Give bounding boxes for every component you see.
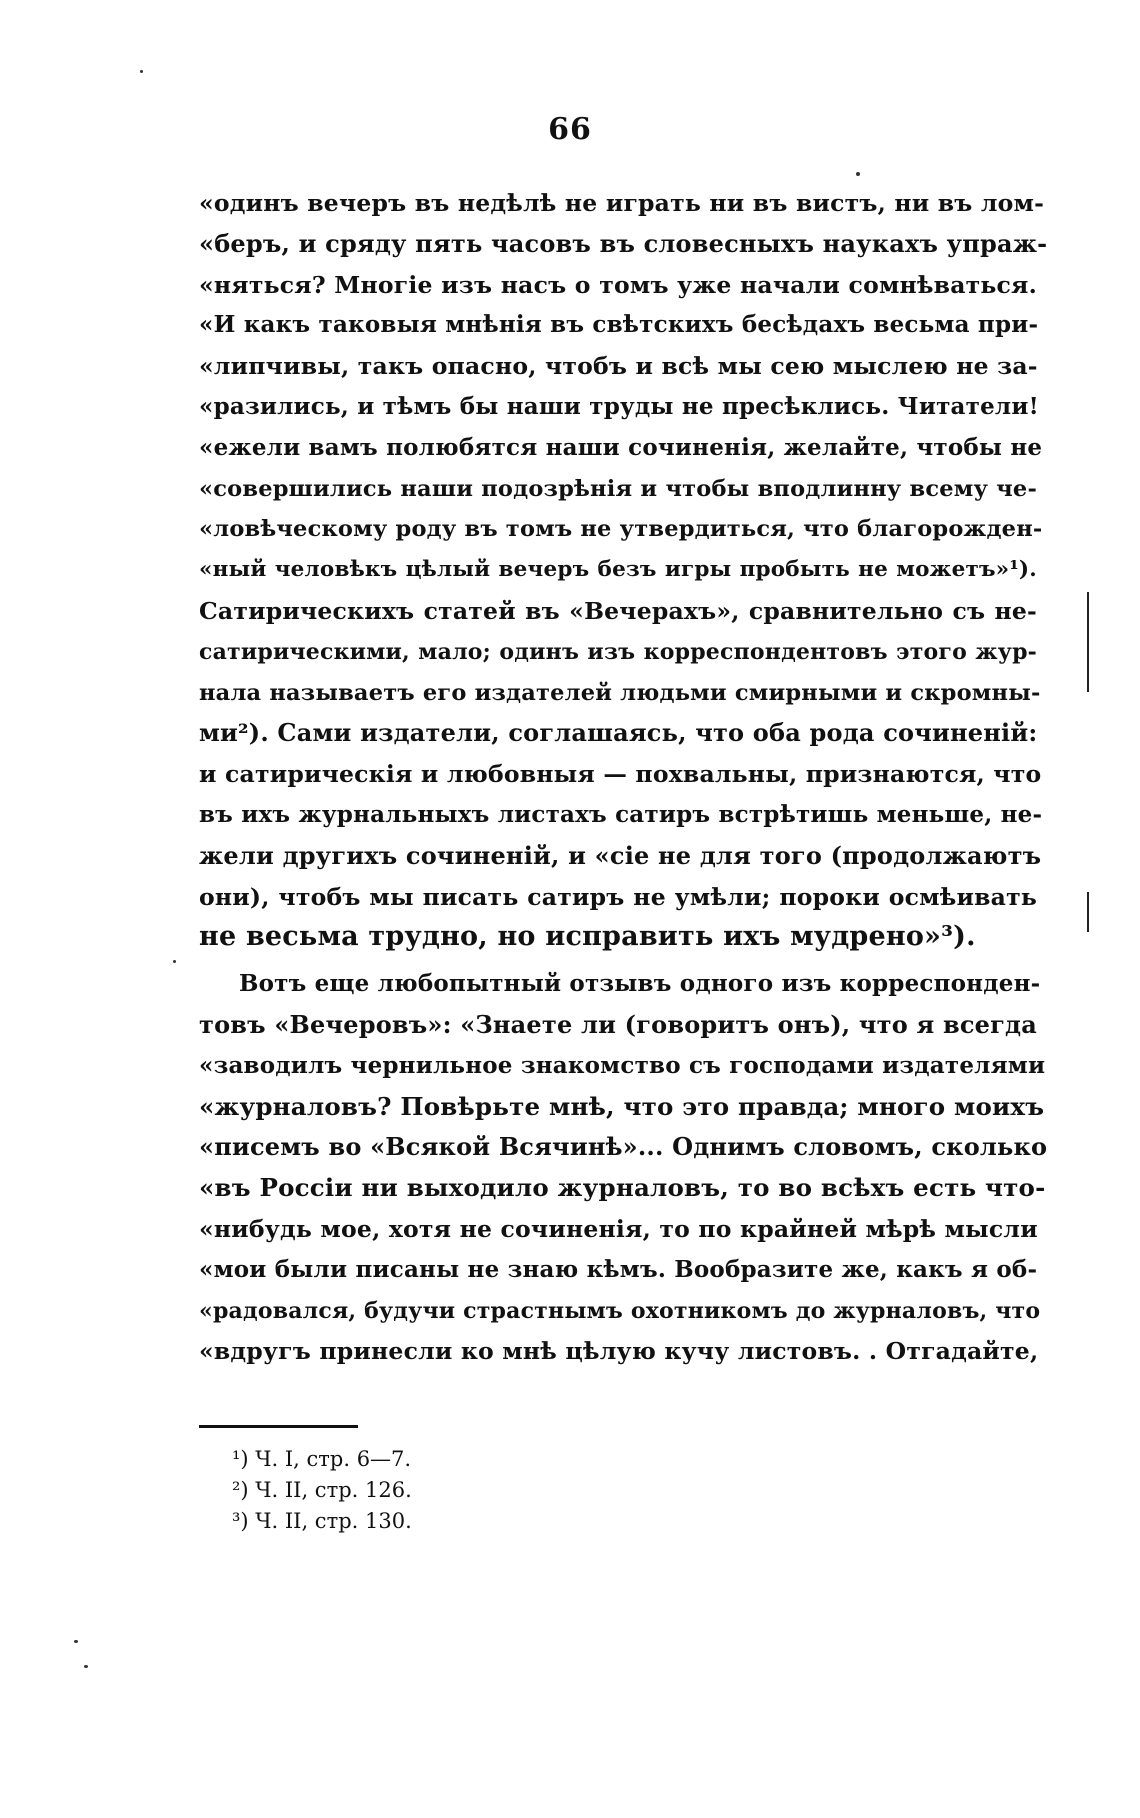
text-line: «журналовъ? Повѣрьте мнѣ, что это правда; много моихъ: [199, 1091, 1045, 1121]
text-line: «радовался, будучи страстнымъ охотникомъ до журналовъ, что: [199, 1297, 1041, 1324]
text-line: «липчивы, такъ опасно, чтобъ и всѣ мы сею мыслею не за-: [199, 352, 1038, 381]
text-line: «вдругъ принесли ко мнѣ цѣлую кучу листовъ. . Отгадайте,: [199, 1337, 1039, 1366]
scan-speck: [84, 1665, 88, 1668]
scan-speck: [856, 172, 860, 176]
text-line: «ловѣческому роду въ томъ не утвердиться, что благорожден-: [199, 516, 1043, 543]
text-line: въ ихъ журнальныхъ листахъ сатиръ встрѣтишь меньше, не-: [199, 800, 1043, 828]
text-line: «И какъ таковыя мнѣнія въ свѣтскихъ бесѣдахъ весьма при-: [199, 311, 1039, 339]
footnote-divider: [199, 1425, 358, 1428]
text-line: «нибудь мое, хотя не сочиненія, то по крайней мѣрѣ мысли: [199, 1214, 1038, 1243]
text-line: «заводилъ чернильное знакомство съ господами издателями: [199, 1051, 1046, 1079]
text-line: «писемъ во «Всякой Всячинѣ»... Однимъ словомъ, сколько: [199, 1132, 1048, 1162]
text-line: «мои были писаны не знаю кѣмъ. Вообразите же, какъ я об-: [199, 1255, 1038, 1283]
text-line: «въ Россіи ни выходило журналовъ, то во всѣхъ есть что-: [199, 1173, 1046, 1203]
page-number: 66: [548, 112, 592, 147]
margin-mark: [1087, 592, 1089, 692]
text-line: ми²). Сами издатели, соглашаясь, что оба рода сочиненій:: [199, 718, 1038, 748]
text-line: и сатирическія и любовныя — похвальны, признаются, что: [199, 760, 1042, 789]
text-line: «разились, и тѣмъ бы наши труды не пресѣклись. Читатели!: [199, 392, 1039, 420]
text-line: Вотъ еще любопытный отзывъ одного изъ корреспонден-: [239, 970, 1041, 998]
scan-speck: [74, 1640, 78, 1643]
text-line: «одинъ вечеръ въ недѣлѣ не играть ни въ вистъ, ни въ лом-: [199, 189, 1045, 217]
footnote: ³) Ч. II, стр. 130.: [232, 1509, 412, 1533]
text-line: товъ «Вечеровъ»: «Знаете ли (говоритъ онъ), что я всегда: [199, 1009, 1037, 1039]
scan-speck: [140, 70, 143, 73]
scan-speck: [173, 960, 176, 963]
text-line: они), чтобъ мы писать сатиръ не умѣли; пороки осмѣивать: [199, 882, 1037, 911]
margin-mark: [1087, 892, 1089, 932]
text-line: «няться? Многіе изъ насъ о томъ уже начали сомнѣваться.: [199, 270, 1037, 299]
text-line: «совершились наши подозрѣнія и чтобы вподлинну всему че-: [199, 475, 1037, 502]
text-line: «беръ, и сряду пять часовъ въ словесныхъ наукахъ упраж-: [199, 228, 1048, 258]
footnote: ²) Ч. II, стр. 126.: [232, 1478, 412, 1502]
text-line: «ный человѣкъ цѣлый вечеръ безъ игры пробыть не можетъ»¹).: [199, 557, 1037, 583]
text-line: жели другихъ сочиненій, и «сіе не для того (продолжаютъ: [199, 840, 1042, 870]
text-line: нала называетъ его издателей людьми смирными и скромны-: [199, 679, 1041, 706]
footnote: ¹) Ч. I, стр. 6—7.: [232, 1447, 412, 1471]
text-line: сатирическими, мало; одинъ изъ корреспондентовъ этого жур-: [199, 638, 1037, 665]
body-text: [199, 183, 1048, 1372]
text-line: «ежели вамъ полюбятся наши сочиненія, желайте, чтобы не: [199, 433, 1043, 461]
text-line: не весьма трудно, но исправить ихъ мудрено»³).: [199, 921, 976, 953]
text-line: Сатирическихъ статей въ «Вечерахъ», сравнительно съ не-: [199, 596, 1037, 625]
footnotes: [232, 1444, 412, 1537]
